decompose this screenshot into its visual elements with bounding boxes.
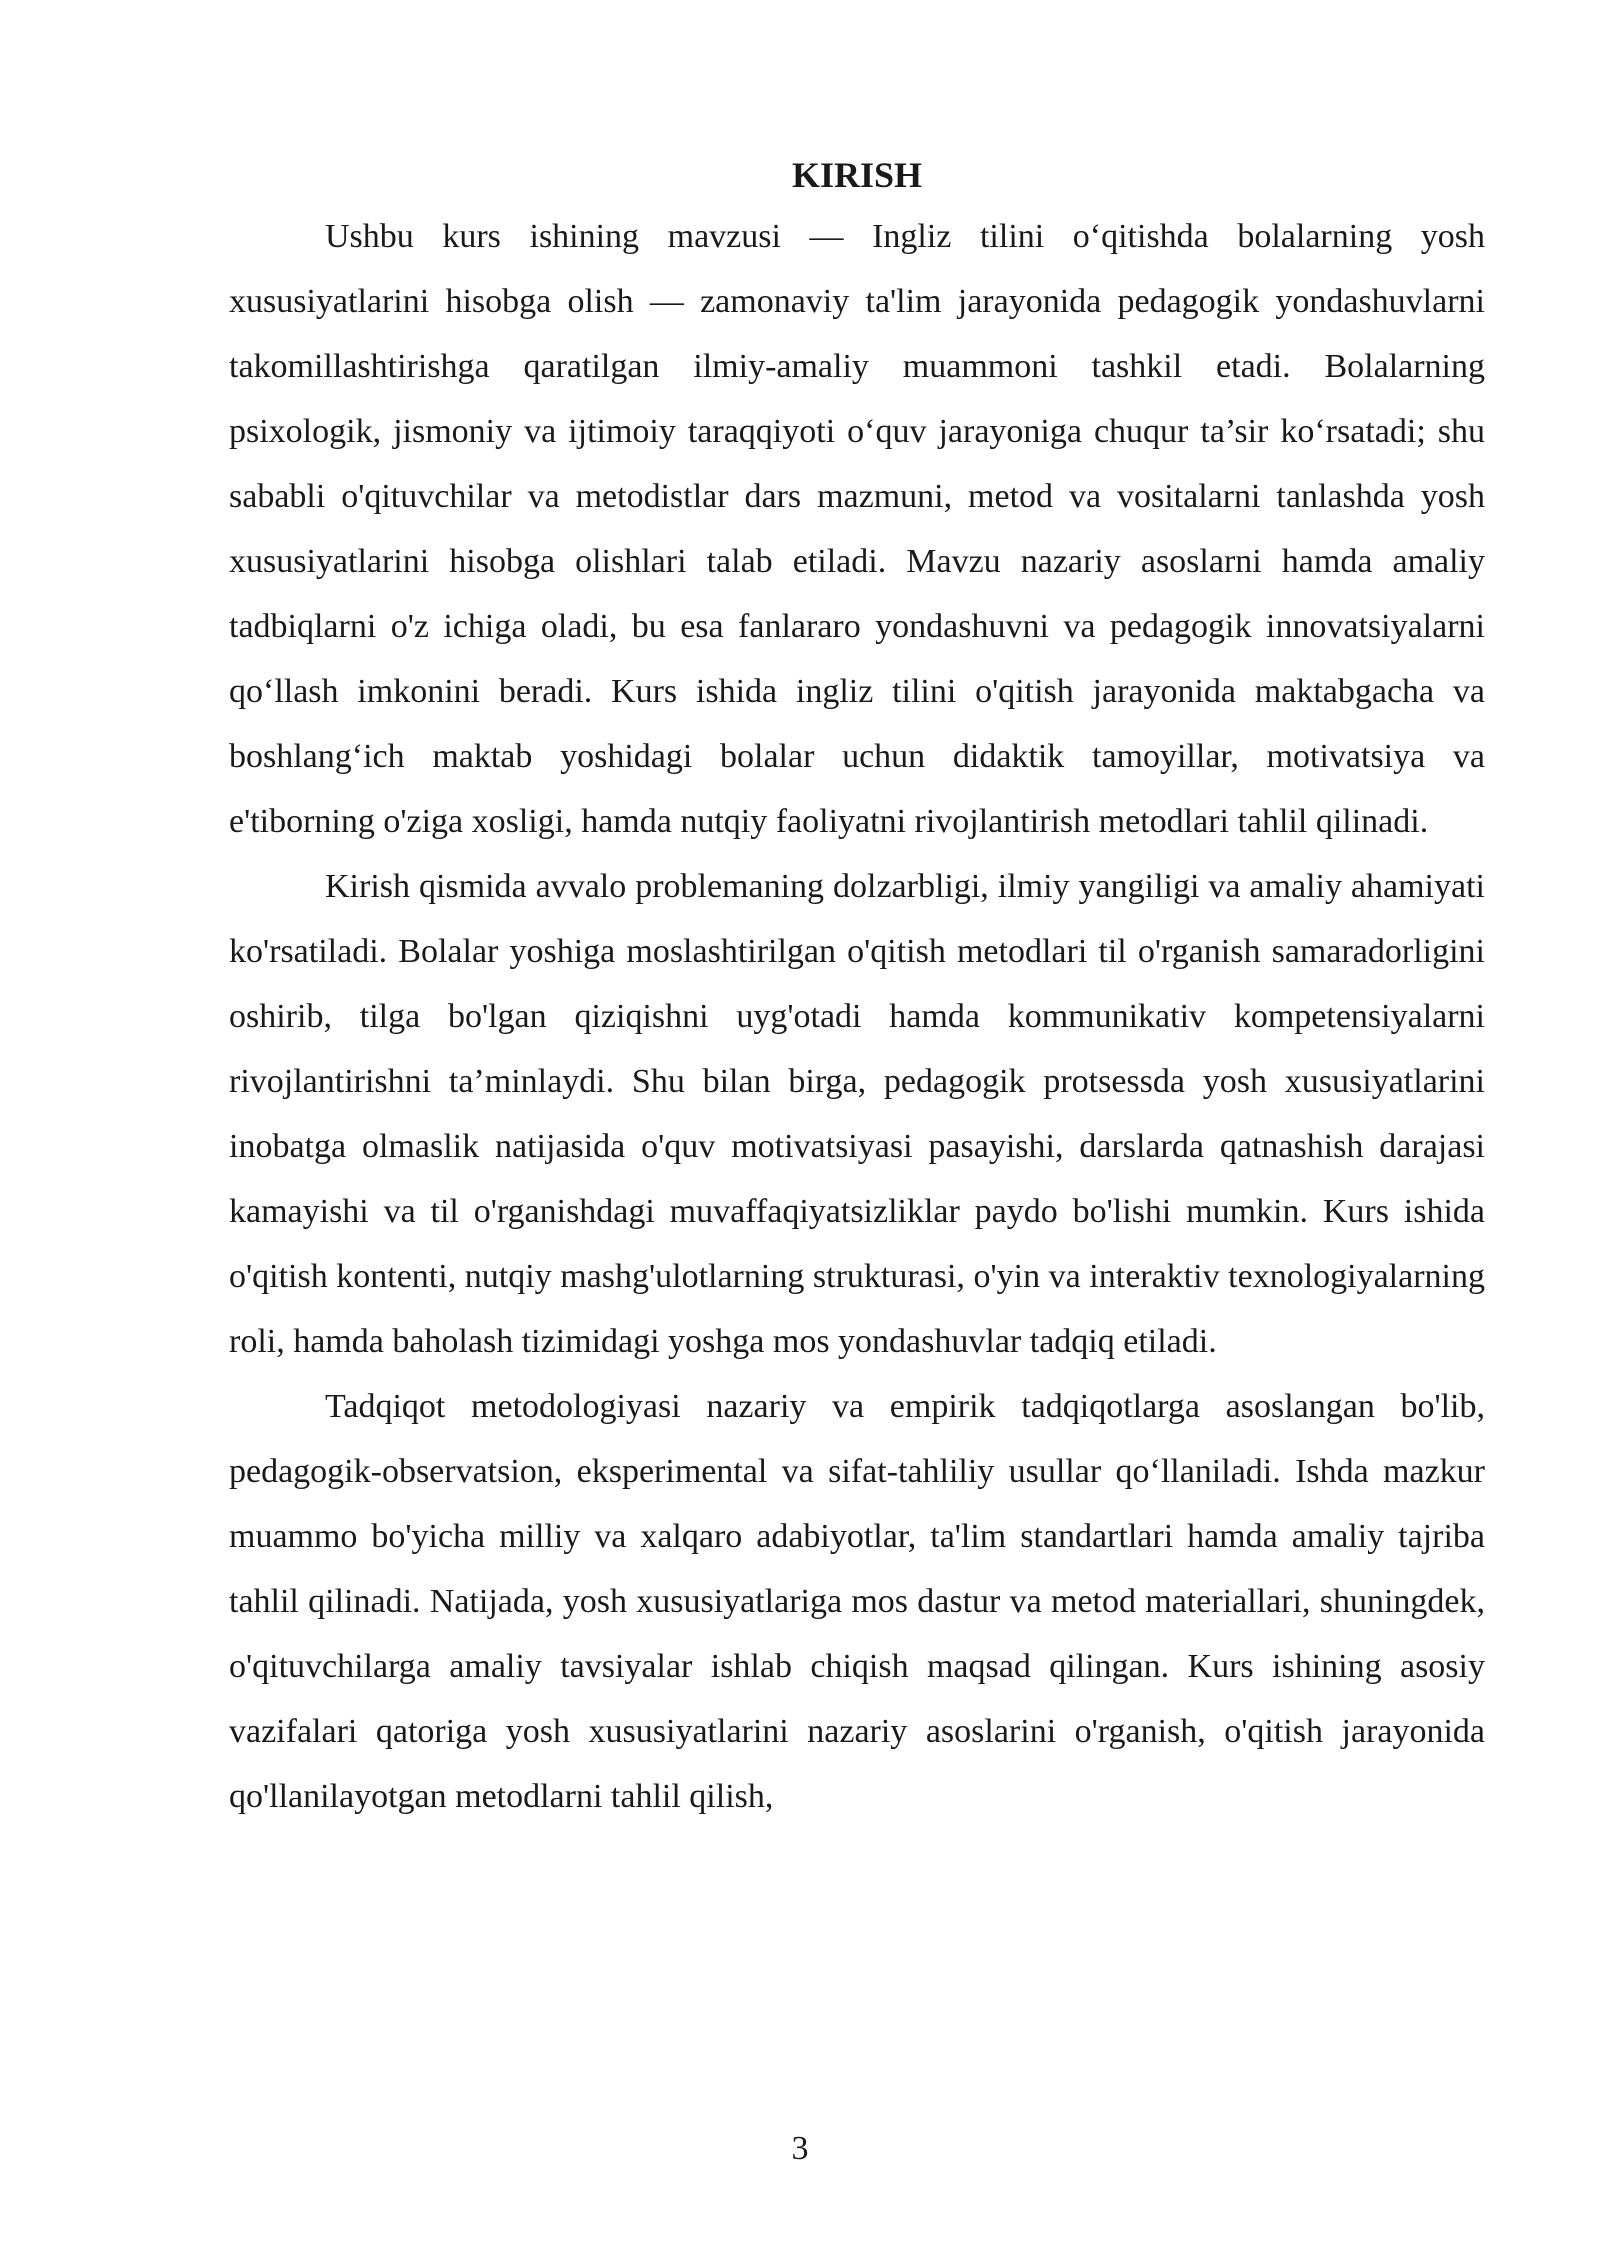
paragraph-3: Tadqiqot metodologiyasi nazariy va empirik tadqiqotlarga asoslangan bo'lib, pedagogik-observatsion, eksperimental va sifat-tahliliy usullar qo‘llaniladi. Ishda mazkur muammo bo'yicha milliy va xalqaro adabiyotlar, ta'lim standartlari hamda amaliy tajriba tahlil qilinadi. Natijada, yosh xususiyatlariga mos dastur va metod materiallari, shuningdek, o'qituvchilarga amaliy tavsiyalar ishlab chiqish maqsad qilingan. Kurs ishining asosiy vazifalari qatoriga yosh xususiyatlarini nazariy asoslarini o'rganish, o'qitish jarayonida qo'llanilayotgan metodlarni tahlil qilish,	[229, 1388, 1485, 1815]
section-title: KIRISH	[791, 155, 923, 195]
paragraph-1: Ushbu kurs ishining mavzusi — Ingliz tilini o‘qitishda bolalarning yosh xususiyatlarini hisobga olish — zamonaviy ta'lim jarayonida pedagogik yondashuvlarni takomillashtirishga qaratilgan ilmiy-amaliy muammoni tashkil etadi. Bolalarning psixologik, jismoniy va ijtimoiy taraqqiyoti o‘quv jarayoniga chuqur ta’sir ko‘rsatadi; shu sababli o'qituvchilar va metodistlar dars mazmuni, metod va vositalarni tanlashda yosh xususiyatlarini hisobga olishlari talab etiladi. Mavzu nazariy asoslarni hamda amaliy tadbiqlarni o'z ichiga oladi, bu esa fanlararo yondashuvni va pedagogik innovatsiyalarni qo‘llash imkonini beradi. Kurs ishida ingliz tilini o'qitish jarayonida maktabgacha va boshlang‘ich maktab yoshidagi bolalar uchun didaktik tamoyillar, motivatsiya va e'tiborning o'ziga xosligi, hamda nutqiy faoliyatni rivojlantirish metodlari tahlil qilinadi.	[229, 218, 1485, 840]
page-content	[229, 148, 1485, 1829]
paragraph-2: Kirish qismida avvalo problemaning dolzarbligi, ilmiy yangiligi va amaliy ahamiyati ko'rsatiladi. Bolalar yoshiga moslashtirilgan o'qitish metodlari til o'rganish samaradorligini oshirib, tilga bo'lgan qiziqishni uyg'otadi hamda kommunikativ kompetensiyalarni rivojlantirishni ta’minlaydi. Shu bilan birga, pedagogik protsessda yosh xususiyatlarini inobatga olmaslik natijasida o'quv motivatsiyasi pasayishi, darslarda qatnashish darajasi kamayishi va til o'rganishdagi muvaffaqiyatsizliklar paydo bo'lishi mumkin. Kurs ishida o'qitish kontenti, nutqiy mashg'ulotlarning strukturasi, o'yin va interaktiv texnologiyalarning roli, hamda baholash tizimidagi yoshga mos yondashuvlar tadqiq etiladi.	[229, 868, 1485, 1360]
page-number: 3	[791, 2130, 809, 2167]
